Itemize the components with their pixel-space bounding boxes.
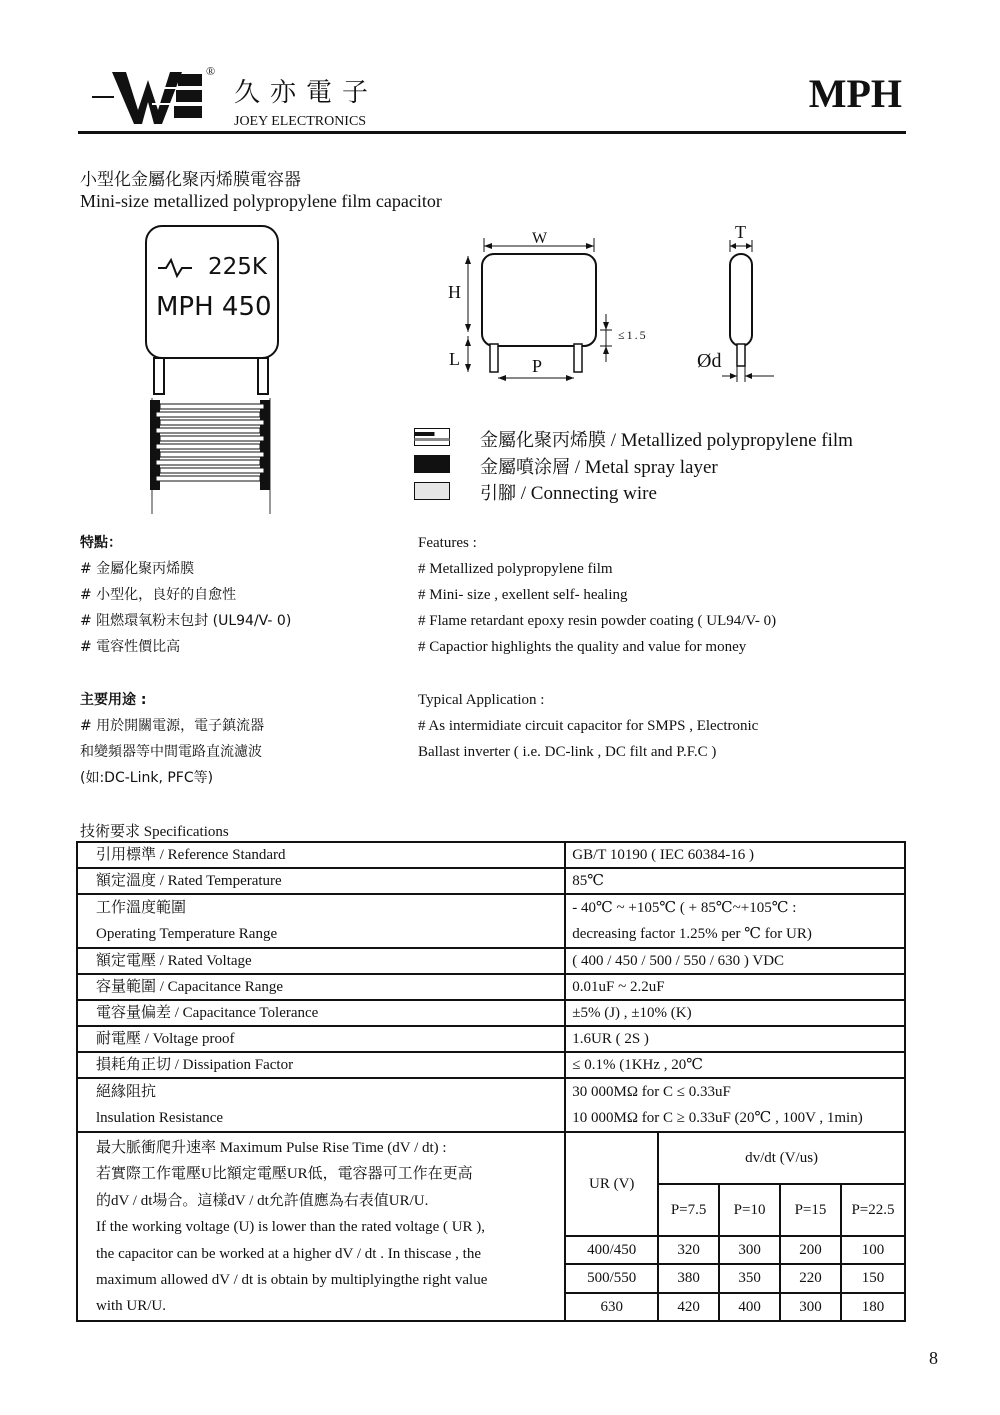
spec-value: ≤ 0.1% (1KHz , 20℃: [565, 1052, 905, 1078]
feature-cn-2: # 小型化，良好的自愈性: [80, 587, 237, 603]
ur-value: 630: [565, 1293, 658, 1321]
ur-value: 500/550: [565, 1264, 658, 1292]
spec-row-insulation: [77, 1078, 905, 1132]
spec-row-voltage-proof: [77, 1026, 905, 1052]
pulse-description: [77, 1132, 565, 1321]
spec-label: 容量範圍 / Capacitance Range: [77, 974, 565, 1000]
dvdt-value: 150: [841, 1264, 905, 1292]
capacitor-marking-2: MPH 450: [156, 292, 272, 322]
legend-item-spray: [480, 453, 718, 479]
spec-label: 電容量偏差 / Capacitance Tolerance: [77, 1000, 565, 1026]
pulse-line-6: maximum allowed dV / dt is obtain by multiplyingthe right value: [96, 1272, 488, 1289]
dvdt-header: dv/dt (V/us): [658, 1132, 905, 1184]
spec-label-en: lnsulation Resistance: [96, 1110, 224, 1126]
spec-label-cn: 工作溫度範圍: [96, 900, 187, 916]
feature-en-3: # Flame retardant epoxy resin powder coating ( UL94/V- 0): [418, 613, 777, 629]
dvdt-value: 100: [841, 1236, 905, 1264]
legend-spray-cn: 金屬噴涂層: [480, 457, 570, 478]
legend-film-en: / Metallized polypropylene film: [606, 430, 853, 451]
spec-table: [76, 841, 906, 1322]
legend-film-cn: 金屬化聚丙烯膜: [480, 430, 606, 451]
dim-label-t: T: [735, 222, 746, 242]
spec-label: 引用標準 / Reference Standard: [77, 842, 565, 868]
features-en: [418, 530, 776, 660]
dvdt-value: 400: [719, 1293, 780, 1321]
application-cn-2: 和變頻器等中間電路直流濾波: [80, 744, 262, 760]
spec-label: 額定溫度 / Rated Temperature: [77, 868, 565, 894]
model-title: MPH: [808, 71, 902, 116]
cross-section-diagram: [140, 398, 290, 518]
application-en-2: Ballast inverter ( i.e. DC-link , DC filt and P.F.C ): [418, 744, 717, 760]
spec-value: 0.01uF ~ 2.2uF: [565, 974, 905, 1000]
spec-row-cap-range: [77, 974, 905, 1000]
feature-en-1: # Metallized polypropylene film: [418, 561, 613, 577]
feature-cn-4: # 電容性價比高: [80, 639, 181, 655]
application-cn-3: (如:DC-Link, PFC等): [80, 770, 214, 786]
spec-value: GB/T 10190 ( IEC 60384-16 ): [565, 842, 905, 868]
pitch-header: P=10: [719, 1184, 780, 1236]
dim-label-h: H: [448, 282, 461, 302]
dvdt-value: 180: [841, 1293, 905, 1321]
spec-value: [565, 894, 905, 948]
registered-mark: ®: [206, 64, 216, 78]
dim-label-w: W: [532, 230, 548, 247]
spec-row-standard: [77, 842, 905, 868]
product-title-cn: 小型化金屬化聚丙烯膜電容器: [80, 170, 301, 190]
ur-value: 400/450: [565, 1236, 658, 1264]
specs-heading-text: 技術要求 Specifications: [80, 824, 229, 840]
capacitor-marking-1: 225K: [208, 254, 267, 280]
features-head-en: Features :: [418, 535, 477, 551]
product-title-en: Mini-size metallized polypropylene film capacitor: [80, 191, 442, 211]
dim-label-p: P: [532, 356, 543, 376]
dvdt-value: 220: [780, 1264, 841, 1292]
spec-row-rated-temp: [77, 868, 905, 894]
dvdt-value: 420: [658, 1293, 719, 1321]
spec-row-tolerance: [77, 1000, 905, 1026]
legend-spray-en: / Metal spray layer: [570, 457, 718, 478]
pulse-line-7: with UR/U.: [96, 1298, 167, 1315]
application-cn-1: # 用於開關電源，電子鎮流器: [80, 718, 265, 734]
dvdt-value: 380: [658, 1264, 719, 1292]
spec-value: 85℃: [565, 868, 905, 894]
pitch-header: P=7.5: [658, 1184, 719, 1236]
dvdt-value: 200: [780, 1236, 841, 1264]
specs-heading: [80, 820, 229, 841]
company-logo: [92, 66, 212, 128]
dvdt-value: 300: [719, 1236, 780, 1264]
legend-item-wire: [480, 479, 657, 505]
legend-swatch-spray: [414, 455, 450, 473]
dim-label-clearance: ≤1.5: [618, 328, 648, 342]
ur-header: UR (V): [565, 1132, 658, 1236]
pulse-line-1: 最大脈衝爬升速率 Maximum Pulse Rise Time (dV / dt) :: [96, 1140, 447, 1156]
legend-wire-cn: 引腳: [480, 483, 516, 504]
pitch-header: P=22.5: [841, 1184, 905, 1236]
application-cn: [80, 687, 264, 791]
legend-item-film: [480, 426, 853, 452]
features-cn: [80, 530, 291, 660]
legend-wire-en: / Connecting wire: [516, 483, 657, 504]
company-name-cn: 久亦電子: [234, 78, 379, 108]
spec-value-line1: - 40℃ ~ +105℃ ( + 85℃~+105℃ :: [572, 900, 797, 916]
feature-cn-3: # 阻燃環氧粉末包封 (UL94/V- 0): [80, 613, 292, 629]
pitch-header: P=15: [780, 1184, 841, 1236]
dim-label-d: Ød: [697, 350, 722, 372]
spec-value: ( 400 / 450 / 500 / 550 / 630 ) VDC: [565, 948, 905, 974]
dvdt-value: 350: [719, 1264, 780, 1292]
spec-value: ±5% (J) , ±10% (K): [565, 1000, 905, 1026]
pulse-line-3: 的dV / dt場合。這樣dV / dt允許值應為右表值UR/U.: [96, 1192, 429, 1209]
spec-label: 額定電壓 / Rated Voltage: [77, 948, 565, 974]
dim-label-l: L: [449, 349, 460, 369]
spec-label: [77, 1078, 565, 1132]
features-head-cn: 特點：: [80, 535, 122, 551]
feature-en-2: # Mini- size , exellent self- healing: [418, 587, 628, 603]
spec-label-cn: 絕緣阻抗: [96, 1084, 157, 1100]
application-head-en: Typical Application :: [418, 692, 545, 708]
legend-swatch-film: [414, 428, 450, 446]
application-en-1: # As intermidiate circuit capacitor for SMPS , Electronic: [418, 718, 759, 734]
spec-value-line1: 30 000MΩ for C ≤ 0.33uF: [572, 1084, 731, 1100]
dvdt-value: 300: [780, 1293, 841, 1321]
spec-value: 1.6UR ( 2S ): [565, 1026, 905, 1052]
spec-row-rated-voltage: [77, 948, 905, 974]
spec-label-en: Operating Temperature Range: [96, 926, 278, 942]
spec-label: 耐電壓 / Voltage proof: [77, 1026, 565, 1052]
spec-value-line2: 10 000MΩ for C ≥ 0.33uF (20℃ , 100V , 1min): [572, 1110, 863, 1126]
company-name-en: JOEY ELECTRONICS: [234, 114, 367, 129]
spec-label: 損耗角正切 / Dissipation Factor: [77, 1052, 565, 1078]
dvdt-value: 320: [658, 1236, 719, 1264]
spec-row-operating-temp: [77, 894, 905, 948]
pulse-line-5: the capacitor can be worked at a higher dV / dt . In thiscase , the: [96, 1245, 481, 1262]
pulse-line-2: 若實際工作電壓U比額定電壓UR低，電容器可工作在更高: [96, 1166, 473, 1183]
feature-en-4: # Capactior highlights the quality and value for money: [418, 639, 747, 655]
header-rule: [78, 131, 906, 134]
spec-row-dissipation: [77, 1052, 905, 1078]
feature-cn-1: # 金屬化聚丙烯膜: [80, 561, 195, 577]
application-en: [418, 687, 758, 765]
spec-label: [77, 894, 565, 948]
pulse-line-4: If the working voltage (U) is lower than the rated voltage ( UR ),: [96, 1219, 486, 1236]
pulse-header-row: [77, 1132, 905, 1184]
page-number: 8: [929, 1348, 938, 1368]
spec-value: [565, 1078, 905, 1132]
dimension-diagram-front: [440, 226, 660, 386]
legend-swatch-wire: [414, 482, 450, 500]
application-head-cn: 主要用途 :: [80, 692, 147, 708]
spec-value-line2: decreasing factor 1.25% per ℃ for UR): [572, 926, 812, 942]
